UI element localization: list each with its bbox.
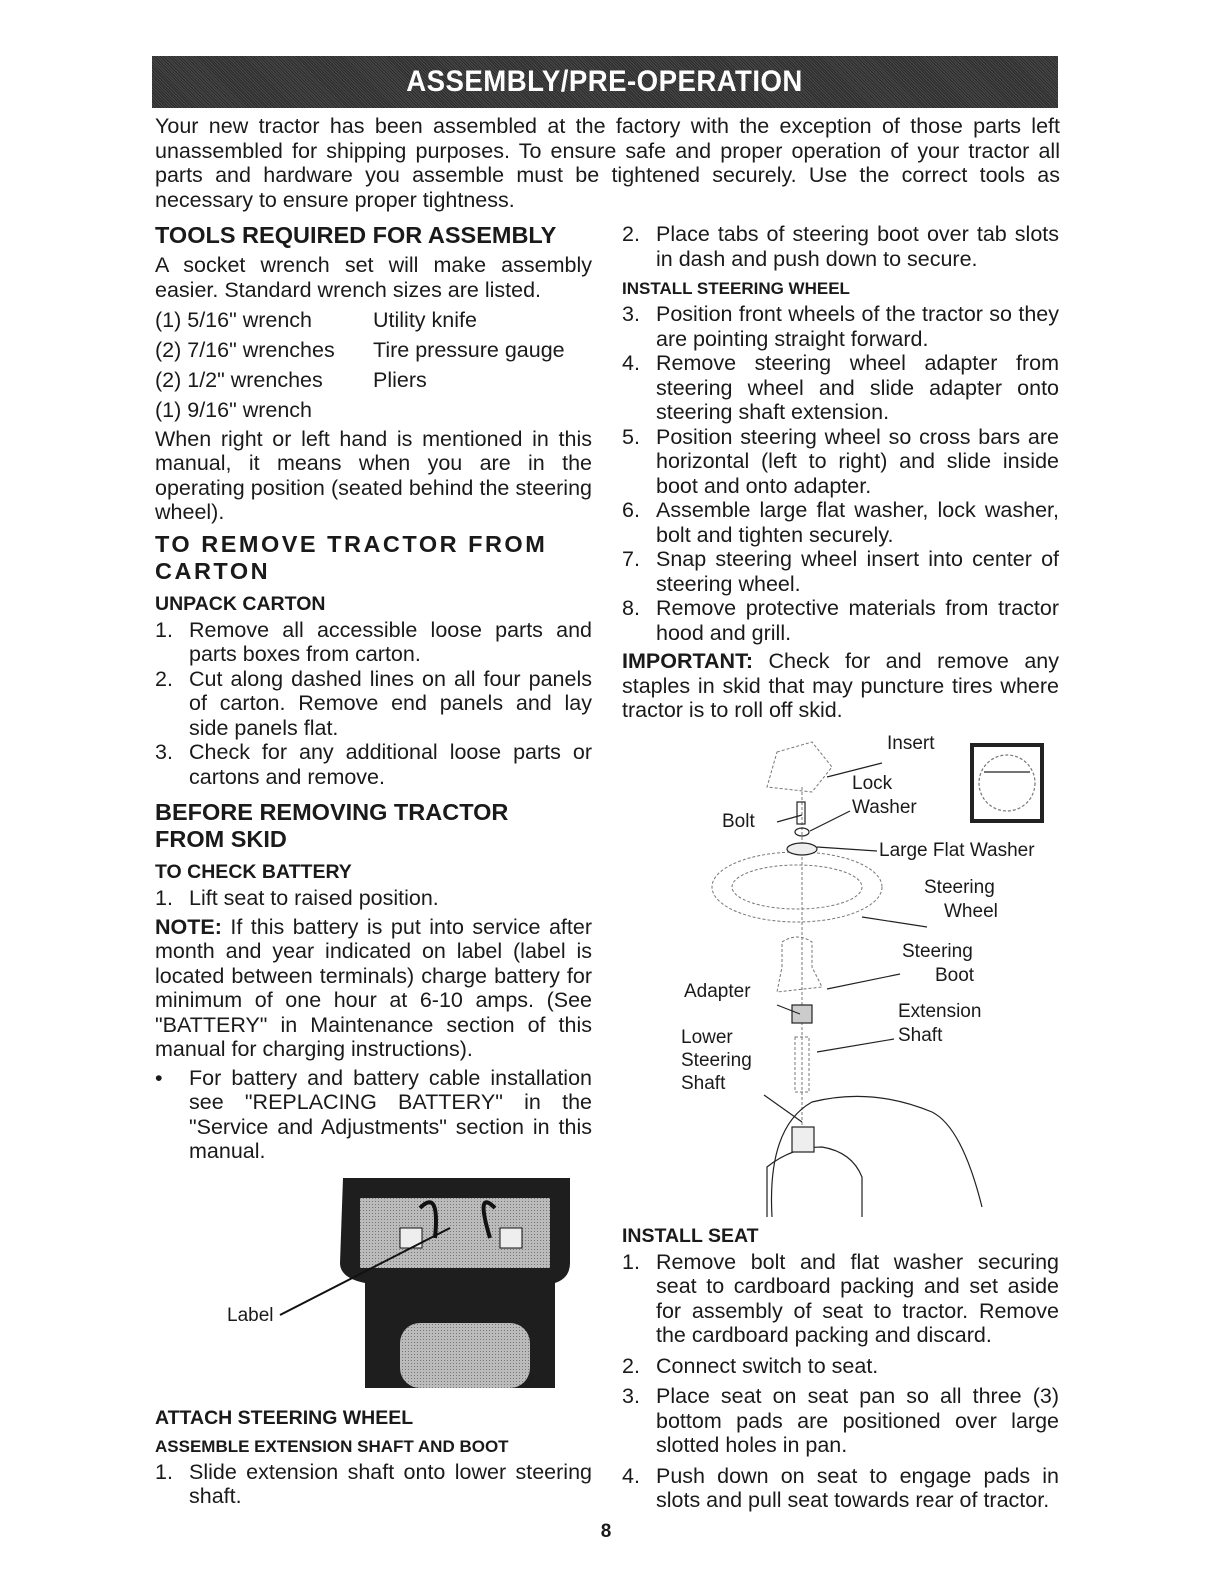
before-heading: BEFORE REMOVING TRACTOR FROM SKID bbox=[155, 799, 509, 852]
lower-shaft-label: Shaft bbox=[681, 1072, 726, 1094]
step-text: Remove bolt and flat washer securing seat to cardboard packing and set aside for assembly of seat to tractor. Remove the cardboard packing and discard. bbox=[656, 1249, 1059, 1347]
lower-label: Lower bbox=[681, 1026, 733, 1048]
remove-heading: TO REMOVE TRACTOR FROM CARTON bbox=[155, 530, 548, 584]
list-item: 6. Assemble large flat washer, lock washer, bolt and tighten securely. bbox=[622, 498, 1059, 547]
list-item: 2. Connect switch to seat. bbox=[622, 1354, 1059, 1379]
battery-subheading: TO CHECK BATTERY bbox=[155, 861, 352, 883]
insert-label: Insert bbox=[887, 732, 935, 754]
bolt-label: Bolt bbox=[722, 810, 755, 832]
steering-wheel-label-1: Steering bbox=[924, 876, 995, 898]
attach-heading: ATTACH STEERING WHEEL bbox=[155, 1406, 414, 1429]
page-number: 8 bbox=[600, 1520, 612, 1542]
battery-step: 1. Lift seat to raised position. bbox=[155, 886, 592, 911]
unpack-subheading: UNPACK CARTON bbox=[155, 592, 326, 615]
step-text: Connect switch to seat. bbox=[656, 1353, 879, 1378]
tool: (1) 9/16" wrench bbox=[155, 398, 313, 422]
step-text: Position front wheels of the tractor so they are pointing straight forward. bbox=[656, 302, 1059, 351]
bullet-text: For battery and battery cable installation see "REPLACING BATTERY" in the "Service and Adjustments" section in this manual. bbox=[189, 1065, 592, 1163]
lock-label: Lock bbox=[852, 772, 893, 794]
tools-list bbox=[155, 308, 592, 423]
list-item: 8. Remove protective materials from tractor hood and grill. bbox=[622, 596, 1059, 645]
tool: (2) 1/2" wrenches bbox=[155, 368, 323, 392]
hand-note: When right or left hand is mentioned in this manual, it means when you are in the operating position (seated behind the steering wheel). bbox=[155, 426, 592, 524]
step-text: Place tabs of steering boot over tab slots in dash and push down to secure. bbox=[656, 222, 1059, 271]
tool: Pliers bbox=[373, 368, 427, 392]
steering-diagram bbox=[672, 727, 1062, 1217]
large-flat-washer-label: Large Flat Washer bbox=[879, 839, 1035, 861]
tool: Tire pressure gauge bbox=[373, 338, 565, 362]
install-wheel-steps bbox=[622, 302, 1059, 645]
lower-steering-label: Steering bbox=[681, 1049, 752, 1071]
battery-illustration bbox=[225, 1168, 575, 1393]
important-note bbox=[622, 649, 1059, 723]
step-text: Check for any additional loose parts or cartons and remove. bbox=[189, 740, 592, 789]
tool: (1) 5/16" wrench bbox=[155, 308, 313, 332]
banner-title: ASSEMBLY/PRE-OPERATION bbox=[406, 65, 804, 98]
install-seat-heading: INSTALL SEAT bbox=[622, 1224, 759, 1247]
columns bbox=[155, 216, 1060, 1513]
list-item: 1. Remove bolt and flat washer securing seat to cardboard packing and set aside for assembly of seat to tractor. Remove the cardboard packing and discard. bbox=[622, 1249, 1059, 1347]
install-wheel-subheading: INSTALL STEERING WHEEL bbox=[622, 279, 850, 298]
list-item: 4. Remove steering wheel adapter from steering wheel and slide adapter onto steering shaft extension. bbox=[622, 351, 1059, 424]
step-text: Remove protective materials from tractor hood and grill. bbox=[656, 596, 1059, 645]
step-text: Assemble large flat washer, lock washer, bolt and tighten securely. bbox=[656, 498, 1059, 547]
list-item: 2. Cut along dashed lines on all four panels of carton. Remove end panels and lay side panels flat. bbox=[155, 666, 592, 740]
step-text: Slide extension shaft onto lower steering shaft. bbox=[189, 1459, 592, 1508]
steering-boot-label-1: Steering bbox=[902, 940, 973, 962]
step-text: Position steering wheel so cross bars are horizontal (left to right) and slide inside boot and onto adapter. bbox=[656, 424, 1059, 498]
tools-heading: TOOLS REQUIRED FOR ASSEMBLY bbox=[155, 222, 557, 248]
note-text: If this battery is put into service after month and year indicated on label (label is located between terminals) charge battery for minimum of one hour at 6-10 amps. (See "BATTERY" in Maintenance section of this manual for charging instructions). bbox=[155, 914, 592, 1061]
step-text: Remove all accessible loose parts and parts boxes from carton. bbox=[189, 617, 592, 666]
label-callout: Label bbox=[227, 1304, 274, 1326]
tool: Utility knife bbox=[373, 308, 477, 332]
step-text: Push down on seat to engage pads in slots and pull seat towards rear of tractor. bbox=[656, 1463, 1059, 1512]
adapter-label: Adapter bbox=[684, 980, 751, 1002]
step-text: Lift seat to raised position. bbox=[189, 886, 439, 910]
list-item: 3. Check for any additional loose parts or cartons and remove. bbox=[155, 740, 592, 789]
intro-paragraph: Your new tractor has been assembled at the factory with the exception of those parts left unassembled for shipping purposes. To ensure safe and proper operation of your tractor all parts and hardware you assemble must be tightened securely. Use the correct tools as necessary to ensure proper tightness. bbox=[155, 114, 1060, 212]
battery-note bbox=[155, 915, 592, 1062]
steering-boot-label-2: Boot bbox=[935, 964, 975, 986]
list-item: 5. Position steering wheel so cross bars are horizontal (left to right) and slide inside boot and onto adapter. bbox=[622, 424, 1059, 498]
tool bbox=[373, 398, 592, 423]
step-text: Cut along dashed lines on all four panels of carton. Remove end panels and lay side panels flat. bbox=[189, 666, 592, 740]
list-item: 3. Place seat on seat pan so all three (3) bottom pads are positioned over large slotted holes in pan. bbox=[622, 1384, 1059, 1457]
attach-step-1: 1. Slide extension shaft onto lower steering shaft. bbox=[155, 1459, 592, 1508]
extension-label: Extension bbox=[898, 1000, 982, 1022]
steering-wheel-label-2: Wheel bbox=[944, 900, 998, 922]
right-column bbox=[622, 216, 1059, 1513]
list-item: 3. Position front wheels of the tractor so they are pointing straight forward. bbox=[622, 302, 1059, 351]
step-text: Remove steering wheel adapter from steering wheel and slide adapter onto steering shaft extension. bbox=[656, 351, 1059, 424]
left-column bbox=[155, 216, 592, 1513]
shaft-label: Shaft bbox=[898, 1024, 943, 1046]
washer-label: Washer bbox=[852, 796, 917, 818]
step-text: Place seat on seat pan so all three (3) bottom pads are positioned over large slotted holes in pan. bbox=[656, 1384, 1059, 1457]
section-banner bbox=[152, 56, 1058, 108]
unpack-steps bbox=[155, 618, 592, 790]
list-item: 1. Remove all accessible loose parts and parts boxes from carton. bbox=[155, 617, 592, 666]
attach-step-2: 2. Place tabs of steering boot over tab slots in dash and push down to secure. bbox=[622, 222, 1059, 271]
important-text: Check for and remove any staples in skid that may puncture tires where tractor is to roll off skid. bbox=[622, 649, 1059, 722]
tool: (2) 7/16" wrenches bbox=[155, 338, 335, 362]
seat-steps bbox=[622, 1250, 1059, 1513]
list-item: 4. Push down on seat to engage pads in slots and pull seat towards rear of tractor. bbox=[622, 1463, 1059, 1512]
list-item: 7. Snap steering wheel insert into center of steering wheel. bbox=[622, 547, 1059, 596]
battery-figure bbox=[225, 1168, 575, 1393]
note-label: NOTE: bbox=[155, 914, 222, 939]
battery-bullet: • For battery and battery cable installation see "REPLACING BATTERY" in the "Service and Adjustments" section in this manual. bbox=[155, 1065, 592, 1163]
important-label: IMPORTANT: bbox=[622, 649, 753, 673]
extension-subheading: ASSEMBLE EXTENSION SHAFT AND BOOT bbox=[155, 1436, 509, 1456]
tools-para: A socket wrench set will make assembly easier. Standard wrench sizes are listed. bbox=[155, 253, 592, 302]
step-text: Snap steering wheel insert into center of steering wheel. bbox=[656, 547, 1059, 596]
